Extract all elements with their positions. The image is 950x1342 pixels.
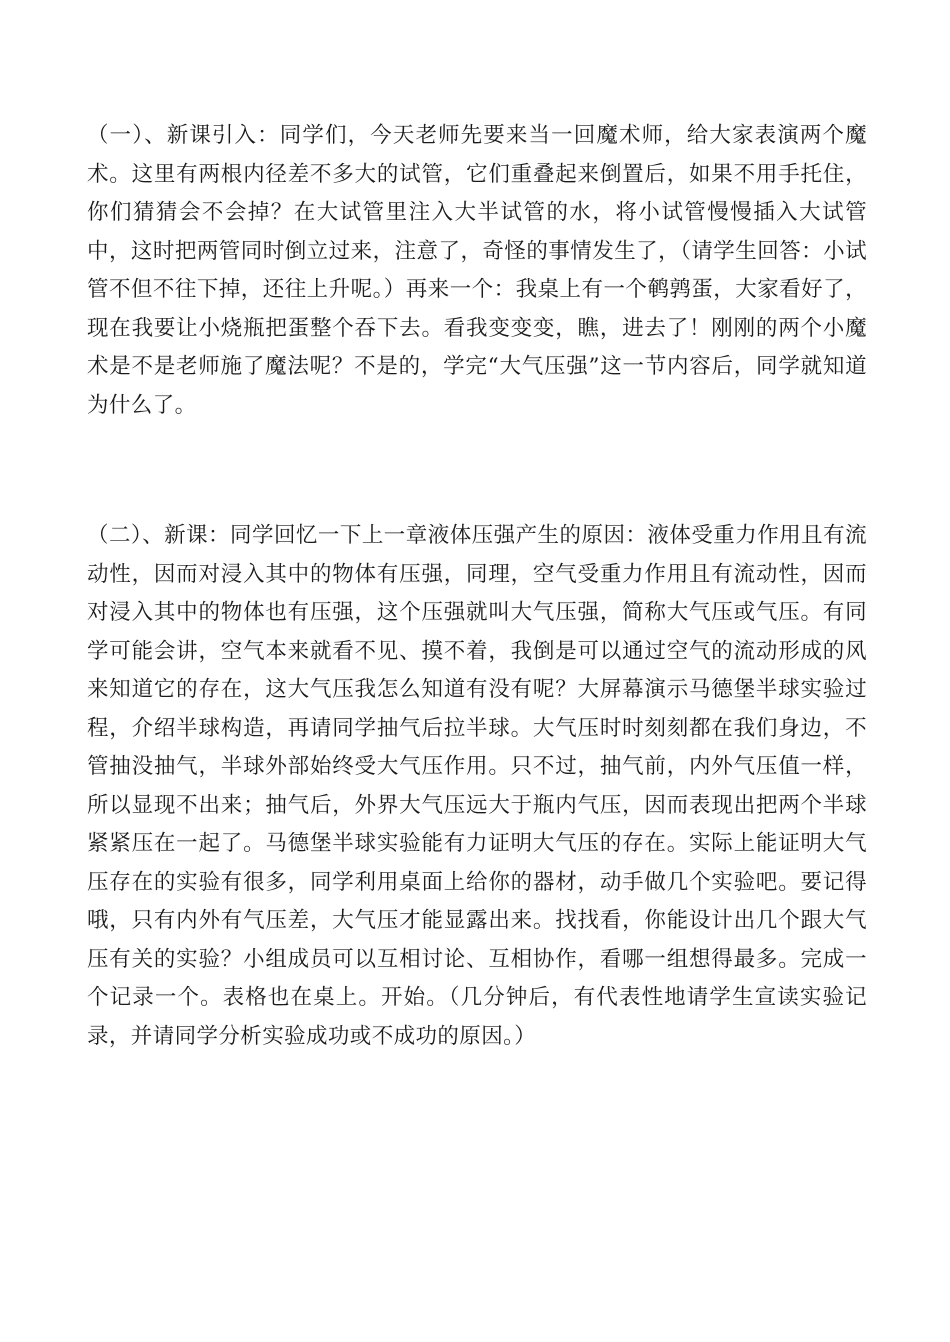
paragraph-new-lesson: （二）、新课：同学回忆一下上一章液体压强产生的原因：液体受重力作用且有流动性，因而对浸入其中的物体有压强，同理，空气受重力作用且有流动性，因而对浸入其中的物体也有压强，这个压强就叫大气压强，简称大气压或气压。有同学可能会讲，空气本来就看不见、摸不着，我倒是可以通过空气的流动形成的风来知道它的存在，这大气压我怎么知道有没有呢？大屏幕演示马德堡半球实验过程，介绍半球构造，再请同学抽气后拉半球。大气压时时刻刻都在我们身边，不管抽没抽气，半球外部始终受大气压作用。只不过，抽气前，内外气压值一样，所以显现不出来；抽气后，外界大气压远大于瓶内气压，因而表现出把两个半球紧紧压在一起了。马德堡半球实验能有力证明大气压的存在。实际上能证明大气压存在的实验有很多，同学利用桌面上给你的器材，动手做几个实验吧。要记得哦，只有内外有气压差，大气压才能显露出来。找找看，你能设计出几个跟大气压有关的实验？小组成员可以互相讨论、互相协作，看哪一组想得最多。完成一个记录一个。表格也在桌上。开始。（几分钟后，有代表性地请学生宣读实验记录，并请同学分析实验成功或不成功的原因。） [87, 523, 867, 1049]
paragraph-new-lesson-intro: （一）、新课引入：同学们，今天老师先要来当一回魔术师，给大家表演两个魔术。这里有两根内径差不多大的试管，它们重叠起来倒置后，如果不用手托住，你们猜猜会不会掉？在大试管里注入大半试管的水，将小试管慢慢插入大试管中，这时把两管同时倒立过来，注意了，奇怪的事情发生了，（请学生回答：小试管不但不往下掉，还往上升呢。）再来一个：我桌上有一个鹌鹑蛋，大家看好了，现在我要让小烧瓶把蛋整个吞下去。看我变变变，瞧，进去了！刚刚的两个小魔术是不是老师施了魔法呢？不是的，学完“大气压强”这一节内容后，同学就知道为什么了。 [87, 123, 867, 418]
